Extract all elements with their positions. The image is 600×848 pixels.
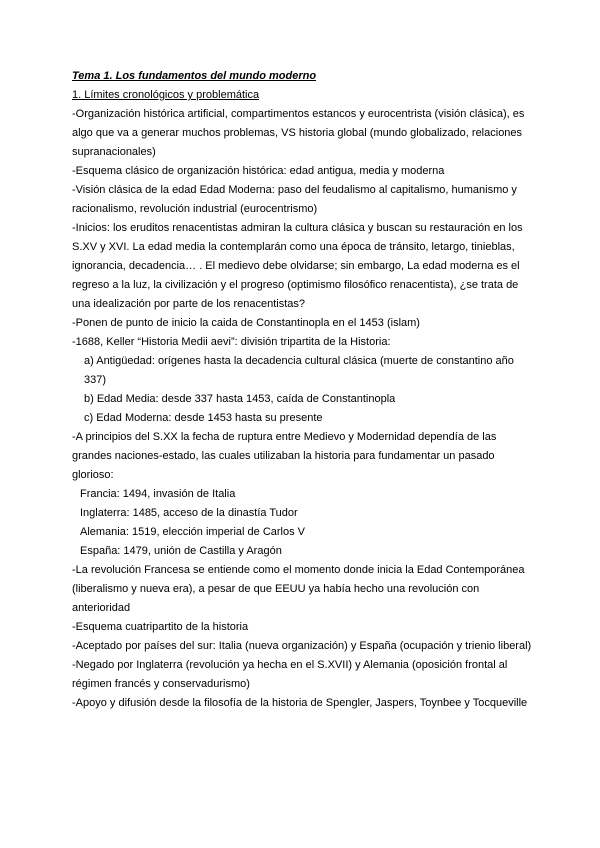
paragraph-1: -Organización histórica artificial, compartimentos estancos y eurocentrista (visión clásica), es algo que va a generar muchos problemas, VS historia global (mundo globalizado, relaciones supranacionales) — [72, 108, 525, 158]
paragraph-6: -1688, Keller “Historia Medii aevi”: división tripartita de la Historia: — [72, 336, 391, 348]
document-body — [72, 67, 532, 713]
list-item-a: a) Antigüedad: orígenes hasta la decadencia cultural clásica (muerte de constantino año 337) — [84, 355, 514, 386]
paragraph-9: -Esquema cuatripartito de la historia — [72, 621, 249, 633]
paragraph-2: -Esquema clásico de organización histórica: edad antigua, media y moderna — [72, 165, 445, 177]
section-heading: 1. Límites cronológicos y problemática — [72, 89, 260, 101]
nation-item: Francia: 1494, invasión de Italia — [80, 488, 236, 500]
paragraph-7: -A principios del S.XX la fecha de ruptura entre Medievo y Modernidad dependía de las grandes naciones-estado, las cuales utilizaban la historia para fundamentar un pasado glorioso: — [72, 431, 497, 481]
document-title: Tema 1. Los fundamentos del mundo moderno — [72, 70, 317, 82]
paragraph-11: -Negado por Inglaterra (revolución ya hecha en el S.XVII) y Alemania (oposición frontal al régimen francés y conservadurismo) — [72, 659, 508, 690]
list-item-b: b) Edad Media: desde 337 hasta 1453, caída de Constantinopla — [84, 393, 396, 405]
paragraph-8: -La revolución Francesa se entiende como el momento donde inicia la Edad Contemporánea (liberalismo y nueva era), a pesar de que EEUU ya había hecho una revolución con anterioridad — [72, 564, 525, 614]
nation-item: España: 1479, unión de Castilla y Aragón — [80, 545, 282, 557]
paragraph-10: -Aceptado por países del sur: Italia (nueva organización) y España (ocupación y trienio liberal) — [72, 640, 532, 652]
paragraph-3: -Visión clásica de la edad Edad Moderna: paso del feudalismo al capitalismo, humanismo y racionalismo, revolución industrial (eurocentrismo) — [72, 184, 517, 215]
list-item-c: c) Edad Moderna: desde 1453 hasta su presente — [84, 412, 323, 424]
nation-item: Inglaterra: 1485, acceso de la dinastía Tudor — [80, 507, 298, 519]
nation-item: Alemania: 1519, elección imperial de Carlos V — [80, 526, 306, 538]
paragraph-12: -Apoyo y difusión desde la filosofía de la historia de Spengler, Jaspers, Toynbee y Tocqueville — [72, 697, 528, 709]
paragraph-4: -Inicios: los eruditos renacentistas admiran la cultura clásica y buscan su restauración en los S.XV y XVI. La edad media la contemplarán como una época de tránsito, letargo, tinieblas, ignorancia, decadencia… . El medievo debe olvidarse; sin embargo, La edad moderna es el regreso a la luz, la civilización y el progreso (optimismo filosófico renacentista), ¿se trata de una idealización por parte de los renacentistas? — [72, 222, 523, 310]
paragraph-5: -Ponen de punto de inicio la caida de Constantinopla en el 1453 (islam) — [72, 317, 420, 329]
